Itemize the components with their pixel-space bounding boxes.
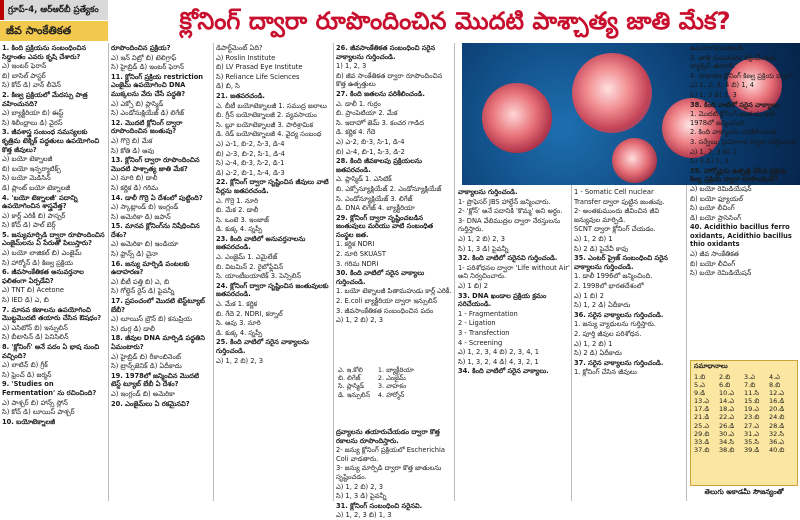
match-row bbox=[336, 391, 416, 399]
option-text: సి. ఇదాహో జెమ్‌ 3. కంచర గాడిద bbox=[336, 118, 424, 127]
option-text: సి) 3 డి) 1, 3 bbox=[690, 157, 729, 166]
subject-label: జీవ సాంకేతికత bbox=[0, 21, 108, 41]
question-text: 23. కింది వాటిలో అనువర్తనాలను జతపరచండి. bbox=[216, 234, 306, 252]
option-text: బి) బాసిల్‌ పాస్టర్‌ bbox=[2, 71, 46, 80]
answer-cell: 38.బి bbox=[719, 445, 735, 454]
option-text: బి) బయో ఫ్యూయల్‌ bbox=[690, 194, 743, 203]
option-text: డి. DNA లిగేజ్‌ 4. బ్యాక్టీరియా bbox=[336, 204, 415, 213]
question-column-4 bbox=[336, 44, 452, 364]
question-text: 9. 'Studies on Fermentation' ను రచించింది? bbox=[2, 380, 97, 397]
option-text: సి. యాంటీబయాటిక్‌ 3. పెన్సిలిన్‌ bbox=[216, 272, 301, 281]
answer-cell: 32.సి bbox=[769, 429, 784, 438]
option-text: సి) 1, 3 డి) పైవన్నీ bbox=[336, 492, 387, 501]
option-text: సి) 1, 2 డి) ఏదీకాదు bbox=[574, 301, 631, 310]
option-text: సి) బయో రెమిడియేషన్‌ bbox=[690, 269, 752, 278]
option-text: సి) ఎండోనుక్లియేజ్‌ డి) లిగేజ్‌ bbox=[111, 109, 185, 118]
option-text: 1. జన్యు వ్యాధులను గుర్తిస్తారు. bbox=[574, 320, 656, 329]
option-text: ఎ) లాటిన్‌ బి) గ్రీక్‌ bbox=[2, 361, 48, 370]
question-text: 37. సరైన వాక్యాలను గుర్తించండి. bbox=[574, 358, 664, 367]
option-text: ఎ. డాలీ 1. గుర్రం bbox=[336, 99, 381, 108]
option-text: ఎ) 1, 2, 3 బి) 2 bbox=[690, 147, 738, 156]
option-text: సి) 1, 3 డి) పైవన్నీ bbox=[458, 244, 509, 253]
option-text: ఎ) 1, 2, 3 బి) 1, 3 bbox=[336, 511, 392, 520]
answer-cell: 7.బి bbox=[744, 381, 756, 390]
option-text: ఎ) స్కాట్లాండ్‌ బి) ఇంగ్లండ్‌ bbox=[111, 203, 179, 212]
option-text: ఎ) నూరి బి) డాలీ bbox=[111, 174, 158, 183]
option-text: 3- DNA వేలిముద్రల ద్వారా నేరస్తులను గుర్తిస్తారు. bbox=[458, 216, 561, 234]
option-text: ఉపయోగపడుతుంది. bbox=[690, 44, 745, 52]
option-text: సి. ఒంటె 3. ఇంజాజ్‌ bbox=[216, 215, 269, 224]
option-text: 1. క్లోనింగ్‌ చేసిన జీవులు bbox=[574, 368, 637, 377]
option-text: ఎ) ఇంగ్లండ్‌ బి) అమెరికా bbox=[111, 389, 175, 398]
option-text: ఎ) 1, 2, 3, 4 బి) 1, 4 bbox=[690, 81, 755, 90]
question-text: వాక్యాలను గుర్తించండి. bbox=[458, 188, 518, 196]
option-text: సి) గోల్డెన్‌ రైస్‌ డి) పైవన్నీ bbox=[111, 287, 175, 296]
option-text: సి) బయో మెడిసిన్‌ bbox=[2, 174, 51, 183]
option-text: సి) కోతి డి) ఆవు bbox=[111, 146, 155, 155]
option-text: ఎ) జీవ సాంకేతికత bbox=[690, 250, 739, 259]
question-text: 27. కింది జతలను పరిశీలించండి. bbox=[336, 89, 425, 98]
option-text: 2- 'క్లోన్‌' అనే పదానికి 'కొమ్మ' అని అర్థం. bbox=[458, 207, 563, 216]
option-text: సి) 1, 3 డి) 2, 3 bbox=[690, 90, 737, 99]
option-text: ఎ) బయో రెమిడియేషన్‌ bbox=[690, 184, 752, 193]
question-text: ద్రవ్యాలను తయారుచేయడం ద్వారా కొత్త రకాలను రూపొందిస్తారు. bbox=[336, 428, 440, 445]
option-text: ఎ. బీటీ బయోటెక్నాలజీ 1. సముద్ర జలాలు bbox=[216, 101, 327, 110]
option-text: సి. ఎండోన్యూక్లియేజ్‌ 3. లిగేజ్‌ bbox=[336, 194, 413, 203]
option-text: బి. మేక 2. డాలీ bbox=[216, 206, 259, 215]
answer-cell: 40.బి bbox=[769, 445, 785, 454]
option-text: 3 - Transfection bbox=[458, 328, 510, 337]
answer-cell: 26.డి bbox=[719, 421, 735, 430]
answer-cell: 3.ఎ bbox=[744, 373, 755, 381]
answer-cell: 23.బి bbox=[744, 413, 760, 422]
option-text: బి) బయో లీచింగ్‌ bbox=[690, 259, 736, 268]
question-text: 2. కిణ్వ ప్రక్రియలో మేదస్సు పాత్ర వహించునది? bbox=[2, 90, 88, 108]
option-text: ఎ) బయో లాజికల్‌ బి) ఎంజైమ్‌ bbox=[2, 249, 82, 258]
answer-cell: 15.బి bbox=[744, 397, 760, 406]
match-row bbox=[336, 382, 416, 390]
option-text: సి) హైబ్రిడ్‌ డి) ఇంటర్‌ ఫెరాన్‌ bbox=[111, 63, 184, 72]
answer-cell: 19.ఎ bbox=[744, 405, 759, 414]
match-row bbox=[336, 366, 416, 374]
option-text: 1) 1, 2, 3 bbox=[336, 62, 367, 71]
answer-cell: 14.ఎ bbox=[719, 397, 734, 406]
question-text: 24. క్లోనింగ్‌ ద్వారా సృష్టించిన జంతువులకు జతపరచండి. bbox=[216, 281, 329, 299]
option-text: డిపార్ట్‌మెంట్‌ ఏది? bbox=[216, 44, 263, 52]
option-text: సి) బయో లీచింగ్‌ bbox=[690, 204, 735, 213]
answer-cell: 18.ఎ bbox=[719, 405, 734, 414]
option-text: సి. బ్లూ బయోటెక్నాలజీ 3. పారిశ్రామిక bbox=[216, 120, 314, 129]
question-text: 5. జన్యుమార్పిడి ద్వారా రూపొందించిన ఎంజైమ్‌లను ఏ పేరుతో పిలుస్తారు? bbox=[2, 230, 105, 248]
question-column-8 bbox=[690, 44, 798, 358]
option-text: సి) ట్రాన్స్‌జెనిక్‌ డి) ఏదీకాదు bbox=[111, 362, 182, 371]
option-text: 1. కర్ణిక NDRI bbox=[336, 240, 375, 249]
question-column-5 bbox=[336, 428, 452, 520]
option-text: ఎ. ప్లాస్మిడ్‌ 1. ఎసిటిక్‌ bbox=[336, 175, 392, 184]
page-headline: క్లోనింగ్‌ ద్వారా రూపొందించిన మొదటి పాశ్చాత్య జాతి మేక? bbox=[179, 7, 731, 35]
option-text: 1- పరిశోధనల ద్వారా 'Life without Air' అని నిర్వచించారు. bbox=[458, 263, 570, 281]
option-text: సి) ఎ-4, బి-3, సి-2, డి-1 bbox=[216, 159, 285, 168]
option-text: సి) 2 డి) పైవేవీ కావు bbox=[574, 244, 629, 253]
question-text: 3. జీవశాస్త్ర సంబంధ సమస్యలకు కృత్రిమ టెక్నిక్‌ పద్ధతులు ఉపయోగించి కొత్త జీవులు? bbox=[2, 128, 100, 154]
option-text: సి) కోచ్‌ డి) లూయిస్‌ పాశ్చర్‌ bbox=[2, 408, 75, 417]
question-text: 30. కింది వాటిలో సరైన వాక్యాలు గుర్తించండి. bbox=[336, 269, 425, 286]
question-text: 25. కింది వాటిలో సరైన వాక్యాలను గుర్తించండి. bbox=[216, 338, 309, 355]
match-cell: 4. హార్మోన్‌ bbox=[377, 390, 405, 399]
question-text: 31. క్లోనింగ్‌ సంబంధించి సరైనవి. bbox=[336, 501, 423, 510]
option-text: ఎ) 1 బి) 2 bbox=[574, 291, 605, 300]
question-text: 11. క్లోనింగ్‌ ప్రక్రియ restriction ఎంజైమ్‌ ఉపయోగించి DNA ముక్కలను వేరు చేసే పద్ధతి? bbox=[111, 72, 204, 98]
answer-cell: 25.ఎ bbox=[694, 421, 709, 430]
option-text: ఎ) 1, 2 బి) 1 bbox=[574, 234, 613, 243]
option-text: డి) ఎ-2, బి-1, సి-4, డి-3 bbox=[216, 168, 285, 177]
option-text: 2 - Ligation bbox=[458, 319, 496, 328]
answer-cell: 35.సి bbox=[744, 437, 759, 446]
option-text: 2. పూర్తి జీవుల పరిశోధన. bbox=[574, 329, 642, 338]
option-text: 1. బయో టెక్నాలజీ పితామహుడు కార్ల్‌ ఎరికీ. bbox=[336, 287, 452, 296]
option-text: డి) బయో ప్రాసెసింగ్‌ bbox=[690, 213, 741, 222]
option-text: 4. సాధారణ క్లోనింగ్‌ కిణ్వ ప్రక్రియ ద్వారా. bbox=[690, 71, 795, 80]
question-text: 40. Acidithio bacillus ferro oxidants, Acidithio bacillus thio oxidants bbox=[690, 223, 792, 249]
answer-cell: 37.బి bbox=[694, 445, 710, 454]
option-text: 1 - Somatic Cell nuclear bbox=[574, 188, 654, 196]
option-text: ఎ) 1, 2 బి) 2, 3 bbox=[458, 234, 506, 243]
option-text: సి) హార్మోన్‌ డి) కిణ్వ ప్రక్రియ bbox=[2, 258, 73, 267]
option-text: ఎ) ఎ-2, బి-3, సి-1, డి-4 bbox=[336, 137, 405, 146]
option-text: సి) దుర్గ డి) డాలీ bbox=[111, 324, 155, 333]
option-text: బి) జీవ సాంకేతికత ద్వారా రూపొందించిన కొత్త ఉత్పత్తులు bbox=[336, 71, 443, 89]
question-text: 39. హార్మోన్లను ఉత్పత్తి చేసిన ప్రక్రియ కిణ్వ ప్రక్రియ ద్వారా రూపొందించే? bbox=[690, 166, 787, 184]
option-text: డి. కుక్క 4. స్నప్పీ bbox=[216, 225, 263, 234]
question-text: 34. కింది వాటిలో సరైన వాక్యాలు. bbox=[458, 367, 549, 376]
option-text: 1. డాలీ 1996లో జన్మించింది. bbox=[574, 272, 653, 281]
option-text: సి) కర్ణిక డి) గరిమ bbox=[111, 183, 159, 192]
option-text: 2- అంతకుముందు జీవించిన జీవి జన్యువుల మార్పిడి. bbox=[574, 207, 660, 224]
option-text: డి. రెడ్‌ బయోటెక్నాలజీ 4. వైద్య సంబంధ bbox=[216, 130, 322, 139]
option-text: ఎ) ఇంటర్‌ ఫెరాన్‌ bbox=[2, 62, 47, 71]
question-text: 15. మానవ క్లోనింగ్‌ను నిషేధించిన దేశం? bbox=[111, 222, 200, 239]
option-text: ఎ) 1, 2, 3, 4 బి) 2, 3, 4, 1 bbox=[458, 348, 540, 357]
option-text: 1. మొదటి క్లోనింగ్‌ జంతువు డాలీ 1978లో జన్మించింది. bbox=[690, 110, 776, 127]
question-text: 7. మానవ కణాలను ఉపయోగించి మొట్టమొదటి తయారు చేసిన ఔషధం? bbox=[2, 305, 102, 323]
question-text: 20. ఎంజైమ్‌లు ఏ రకమైనవి? bbox=[111, 399, 190, 408]
option-text: SCNT ద్వారా క్లోనింగ్‌ చేయడం. bbox=[574, 225, 656, 234]
question-text: 19. 1978లో జన్మించిన మొదటి టెస్ట్‌ ట్యూబ్‌ బేబీ ఏ దేశం? bbox=[111, 371, 200, 389]
question-text: 14. డాలీ గొర్రె ఏ దేశంలో పుట్టింది? bbox=[111, 193, 203, 202]
option-text: 2. కింది వాక్యాలను పరిశీలించండి. bbox=[690, 128, 779, 137]
answer-cell: 8.బి bbox=[769, 381, 781, 390]
answer-cell: 29.బి bbox=[694, 429, 710, 438]
option-text: బి) బయో ఇన్ఫర్మాటిక్స్‌ bbox=[2, 164, 61, 173]
option-text: సి) శిలీంధ్రాలు డి) వైరస్‌ bbox=[2, 118, 63, 127]
option-text: 3- జన్యు మార్పిడి ద్వారా కొత్త జాతులను సృష్టించడం. bbox=[336, 464, 442, 481]
option-text: సి) కోచ్‌ డి) వాన్‌ లీవెన్‌ bbox=[2, 81, 61, 90]
answer-cell: 27.ఎ bbox=[744, 421, 759, 430]
option-text: ఎ) పాశ్చర్‌ బి) హాన్స్‌ స్లోన్‌ bbox=[2, 398, 68, 407]
option-text: బి) ఎ-3, బి-2, సి-1, డి-4 bbox=[216, 149, 285, 158]
question-column-1 bbox=[2, 44, 106, 499]
option-text: బి) ఎ-4, బి-1, సి-3, డి-2 bbox=[336, 147, 405, 156]
answer-cell: 39.డి bbox=[744, 445, 760, 454]
option-text: బి. ప్రాంపెటియా 2. మేక bbox=[336, 109, 398, 118]
option-text: ఎ) కార్ల్‌ ఎరికీ బి) పాస్చర్‌ bbox=[2, 211, 66, 220]
option-text: 2- జన్యు క్లోనింగ్‌ ప్రక్రియలో Escherichia Coli వాడతారు. bbox=[336, 446, 445, 463]
answer-cell: 6.బి bbox=[719, 381, 731, 390]
option-text: 2. E.coli బ్యాక్టీరియా ద్వారా ఇన్సులిన్‌ bbox=[336, 297, 438, 306]
option-text: సి) అమెరికా డి) జపాన్‌ bbox=[111, 212, 171, 221]
question-text: 21. జతపరచండి. bbox=[216, 91, 265, 100]
credit-line: తెలుగు అకాడమీ సౌజన్యంతో bbox=[704, 488, 784, 496]
question-text: 38. కింది వాటిలో సరైన వాక్యాలు. bbox=[690, 100, 781, 109]
answer-cell: 12.ఎ bbox=[769, 389, 784, 398]
option-text: సి) ఫ్రాన్స్‌ డి) చైనా bbox=[111, 250, 159, 259]
option-text: 3. గరిమ NDRI bbox=[336, 259, 379, 268]
option-text: సి) కోచ్‌ డి) పాల్‌ బెర్గ్‌ bbox=[2, 221, 56, 230]
answer-cell: 2.బి bbox=[719, 373, 731, 381]
question-text: 32. కింది వాటిలో సరైనవి గుర్తించండి. bbox=[458, 254, 558, 263]
option-text: 3. జాతి సంపదలను రక్షించేందుకు వ్యాక్సిన్‌ తయారీ. bbox=[690, 53, 777, 71]
option-text: ఎ. ఎంజైమ్‌ 1. ఎమైలేజ్‌ bbox=[216, 253, 278, 262]
answer-cell: 4.ఎ bbox=[769, 373, 780, 381]
option-text: 2. 1998లో భారతదేశంలో bbox=[574, 281, 644, 290]
answer-cell: 30.ఎ bbox=[719, 429, 734, 438]
question-text: 33. DNA ఖండాల ప్రక్రియ క్రమం సరిచేయండి. bbox=[458, 291, 547, 309]
answer-key-title: సమాధానాలు bbox=[694, 362, 728, 370]
option-text: ఎ) హైబ్రిడ్‌ బి) రీకాంబినెంట్‌ bbox=[111, 352, 182, 361]
option-text: Transfer ద్వారా పుట్టిన జంతువు. bbox=[574, 197, 665, 206]
match-cell: 2. ఎంజైమ్‌ bbox=[377, 374, 406, 383]
question-text: 10. బయోటెక్నాలజీ bbox=[2, 417, 55, 426]
option-text: ఎ) TNT బి) Acetone bbox=[2, 286, 64, 295]
option-text: సి) ఫ్రెంచ్‌ డి) జర్మన్‌ bbox=[2, 370, 52, 379]
option-text: బి. విటమిన్‌ 2. రైబోఫ్లేవిన్‌ bbox=[216, 262, 284, 271]
question-text: 28. కింది జీవకాలపు ప్రక్రియలను జతపరచండి. bbox=[336, 157, 422, 174]
option-text: 1 - Fragmentation bbox=[458, 309, 518, 318]
option-text: ఎ) ఎసిటోన్‌ బి) ఇన్సులిన్‌ bbox=[2, 323, 68, 332]
question-text: 8. 'క్లోనింగ్‌' అనే పదం ఏ భాష నుంచి వచ్చింది? bbox=[2, 343, 100, 360]
series-tag: గ్రూప్‌-4, ఆర్‌ఆర్‌బీ ప్రత్యేకం bbox=[0, 0, 108, 20]
match-cell: 3. వాహకం bbox=[377, 382, 407, 391]
question-text: 6. జీవసాంకేతికత అనువర్తనాల ఫలితంగా ఏర్పడేవి? bbox=[2, 268, 84, 285]
question-text: 1. కింది ప్రక్రియను సంబంధించిన సిద్ధాంతం ఎవరు కృషి చేశారు? bbox=[2, 44, 87, 61]
option-text: సి) బీటాసిన్‌ డి) పెనిసిలిన్‌ bbox=[2, 333, 69, 342]
option-text: ఎ) 1 బి) 2 bbox=[458, 281, 489, 290]
option-text: సి) 1, 3, 2, 4 డి) 4, 3, 2, 1 bbox=[458, 357, 539, 366]
question-column-2 bbox=[111, 44, 211, 499]
match-cell: డి. ఇన్సులిన్‌ bbox=[338, 390, 370, 399]
question-column-3 bbox=[216, 44, 330, 499]
option-text: డి. కర్ణిక 4. గేదె bbox=[336, 128, 376, 137]
answer-cell: 31.ఎ bbox=[744, 429, 759, 438]
option-text: ఎ) బీటీ పత్తి బి) ఎ, బి bbox=[111, 277, 170, 286]
option-text: ఎ) లూయిస్‌ బ్రౌన్‌ బి) కనుప్రియ bbox=[111, 315, 192, 324]
option-text: 2. నూరి SKUAST bbox=[336, 250, 387, 259]
option-text: సి) Reliance Life Sciences bbox=[216, 72, 300, 81]
answer-cell: 21.డి bbox=[694, 413, 710, 422]
question-text: 16. జన్యు మార్పిడి పంటలకు ఉదాహరణ? bbox=[111, 259, 190, 277]
question-text: 13. క్లోనింగ్‌ ద్వారా రూపొందించిన మొదటి పాశ్చాత్య జాతి మేక? bbox=[111, 156, 200, 173]
option-text: ఎ) 1, 2 బి) 2, 3 bbox=[216, 356, 264, 365]
question-text: 26. జీవసాంకేతికత సంబంధించి సరైన వాక్యాలను గుర్తించండి. bbox=[336, 44, 436, 61]
option-text: ఎ) అమెరికా బి) ఇండియా bbox=[111, 240, 179, 249]
option-text: డి) ప్లాంట్‌ బయో టెక్నాలజీ bbox=[2, 183, 71, 192]
option-text: 3. జీవసాంకేతికత సంబంధించిన పదం bbox=[336, 306, 434, 315]
option-text: ఎ) ఎక్సో బి) ప్లాస్మిడ్‌ bbox=[111, 99, 164, 108]
option-text: ఎ. మేక 1. కర్ణిక bbox=[216, 300, 258, 309]
option-text: 3. సర్వేలు, ప్రయోగాల ద్వారా గుర్తించారు. bbox=[690, 137, 798, 146]
answer-cell: 17.డి bbox=[694, 405, 710, 414]
question-text: 12. మొదటి క్లోనింగ్‌ ద్వారా రూపొందించిన జంతువు? bbox=[111, 118, 183, 136]
answer-cell: 24.బి bbox=[769, 413, 785, 422]
option-text: ఎ. గొర్రె 1. నూరి bbox=[216, 196, 259, 205]
answer-cell: 22.ఎ bbox=[719, 413, 734, 422]
question-text: 36. సరైన వాక్యాలను గుర్తించండి. bbox=[574, 310, 664, 319]
match-cell: సి. ప్లాస్మిడ్‌ bbox=[338, 382, 365, 391]
answer-cell: 34.సి bbox=[719, 437, 734, 446]
answer-cell: 5.ఎ bbox=[694, 381, 705, 390]
option-text: డి) బి, సి bbox=[216, 82, 240, 91]
option-text: 1- ప్రొఫెసర్‌ JBS హాల్డేన్‌ జన్మించారు. bbox=[458, 197, 551, 206]
answer-cell: 11.సి bbox=[744, 389, 759, 398]
answer-cell: 20.డి bbox=[769, 405, 785, 414]
question-text: 17. ప్రపంచంలో మొదటి టెస్ట్‌ట్యూబ్‌ బేబీ? bbox=[111, 297, 205, 314]
option-text: సి) 2 డి) ఏదీకాదు bbox=[574, 349, 622, 358]
question-text: రూపొందించిన ప్రక్రియ? bbox=[111, 44, 171, 52]
match-cell: ఎ. ఇ.కోలి bbox=[338, 366, 363, 374]
option-text: బి. గేదె 2. NDRI, కర్నాల్‌ bbox=[216, 309, 283, 318]
option-text: బి. ఎక్సోన్యూక్లియేజ్‌ 2. ఎండోన్యూక్లియేజ్‌ bbox=[336, 184, 442, 193]
option-text: బి) LV Prasad Eye Institute bbox=[216, 63, 303, 72]
question-text: 4. 'బయో టెక్నాలజీ' పదాన్ని ఉపయోగించిన శాస్త్రవేత్త? bbox=[2, 193, 78, 211]
question-column-7 bbox=[574, 188, 684, 499]
answer-cell: 1.బి bbox=[694, 373, 706, 381]
option-text: ఎ) గొర్రె బి) మేక bbox=[111, 136, 153, 145]
question-text: 35. ఎంటర్‌ ప్రైజ్‌ సంబంధించి సరైన వాక్యాలను గుర్తించండి. bbox=[574, 254, 668, 271]
option-text: ఎ) ఎ-1, బి-2, సి-3, డి-4 bbox=[216, 139, 285, 148]
match-cell: 1. బ్యాక్టీరియా bbox=[377, 366, 414, 374]
answer-key bbox=[690, 360, 798, 486]
answer-cell: 9.డి bbox=[694, 389, 706, 398]
option-text: సి) IED డి) ఎ, బి bbox=[2, 296, 49, 305]
answer-cell: 10.ఎ bbox=[719, 389, 734, 398]
answer-cell: 28.డి bbox=[769, 421, 785, 430]
option-text: ఎ) బ్యాక్టీరియా బి) ఈస్ట్‌ bbox=[2, 109, 64, 118]
option-text: ఎ) 1, 2 బి) 1 bbox=[574, 339, 613, 348]
option-text: 4 - Screening bbox=[458, 338, 503, 347]
option-text: ఎ) 1, 2 బి) 2, 3 bbox=[336, 316, 384, 325]
answer-cell: 16.డి bbox=[769, 397, 785, 406]
option-text: సి. ఆవు 3. నూరి bbox=[216, 319, 261, 328]
question-text: 29. క్లోనింగ్‌ ద్వారా సృష్టించబడిన జంతువులు మరియు వాటి సంబంధిత సంస్థల జత. bbox=[336, 213, 434, 239]
match-table bbox=[336, 366, 452, 426]
question-column-6 bbox=[458, 188, 570, 499]
answer-cell: 36.ఎ bbox=[769, 437, 784, 446]
option-text: ఎ) బయో టెక్నాలజీ bbox=[2, 155, 53, 164]
answer-cell: 13.ఎ bbox=[694, 397, 709, 406]
option-text: ఎ) Roslin Institute bbox=[216, 53, 276, 62]
match-row bbox=[336, 374, 416, 382]
match-cell: బి. లిగేజ్‌ bbox=[338, 374, 361, 383]
option-text: బి. గ్రీన్‌ బయోటెక్నాలజీ 2. వ్యవసాయం bbox=[216, 111, 317, 120]
answer-cell: 33.డి bbox=[694, 437, 710, 446]
option-text: ఎ) 1, 2 బి) 2, 3 bbox=[336, 482, 384, 491]
question-text: 18. జీవుల DNA మార్పిడి పద్ధతిని ఏమంటారు? bbox=[111, 334, 205, 351]
option-text: డి. కుక్క 4. స్నప్పీ bbox=[216, 328, 263, 337]
question-text: 22. క్లోనింగ్‌ ద్వారా సృష్టించిన జీవులు వాటి పేర్లను జతపరచండి. bbox=[216, 178, 329, 195]
option-text: ఎ) ఇన్‌ విట్రో బి) టెలిగ్రాఫ్ bbox=[111, 53, 177, 62]
